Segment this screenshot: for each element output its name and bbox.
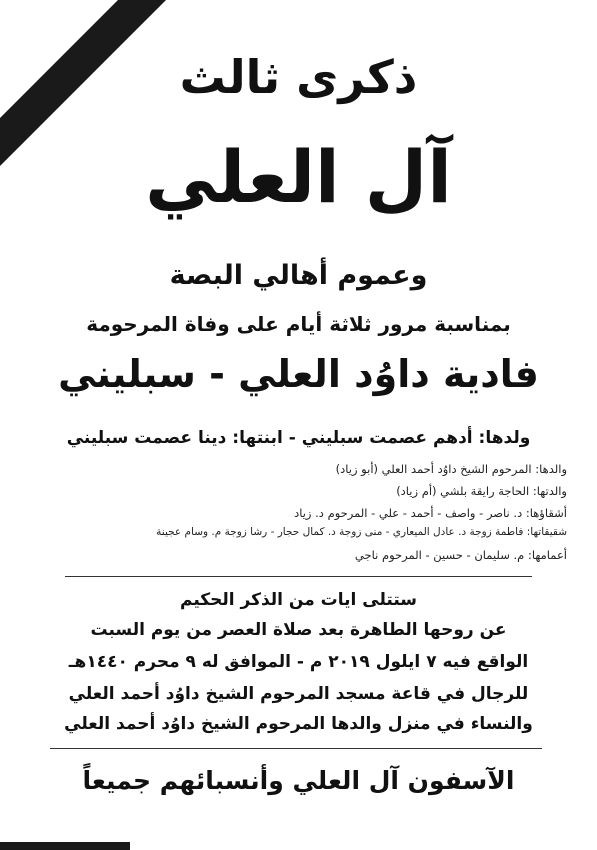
mourners-signature: الآسفون آل العلي وأنسبائهم جميعاً bbox=[82, 766, 515, 795]
ceremony-line-1: ستتلى ايات من الذكر الحكيم bbox=[179, 590, 418, 610]
deceased-name: فادية داوُد العلي - سبليني bbox=[58, 352, 539, 396]
sisters-line: شقيقاتها: فاطمة زوجة د. عادل الميعاري - منى زوجة د. كمال حجار - رشا زوجة م. وسام عجينة bbox=[156, 526, 567, 538]
divider-bottom bbox=[50, 748, 542, 749]
mother-line: والدتها: الحاجة رايقة بلشي (أم زياد) bbox=[396, 484, 567, 498]
village-line: وعموم أهالي البصة bbox=[169, 260, 428, 291]
notice-title: ذكرى ثالث bbox=[179, 50, 418, 104]
father-line: والدها: المرحوم الشيخ داوُد أحمد العلي (أبو زياد) bbox=[335, 462, 567, 476]
ceremony-women-location: والنساء في منزل والدها المرحوم الشيخ داوُد أحمد العلي bbox=[64, 714, 533, 734]
children-line: ولدها: أدهم عصمت سبليني - ابنتها: دينا عصمت سبليني bbox=[66, 428, 531, 448]
family-name: آل العلي bbox=[145, 135, 452, 219]
ceremony-line-2: عن روحها الطاهرة بعد صلاة العصر من يوم السبت bbox=[90, 620, 507, 640]
occasion-line: بمناسبة مرور ثلاثة أيام على وفاة المرحومة bbox=[86, 312, 511, 336]
uncles-line: أعمامها: م. سليمان - حسين - المرحوم ناجي bbox=[354, 548, 567, 562]
ceremony-men-location: للرجال في قاعة مسجد المرحوم الشيخ داوُد أحمد العلي bbox=[68, 684, 529, 704]
divider-top bbox=[65, 576, 532, 577]
bottom-bar bbox=[0, 842, 130, 850]
brothers-line: أشقاؤها: د. ناصر - واصف - أحمد - علي - المرحوم د. زياد bbox=[294, 506, 567, 520]
ceremony-date: الواقع فيه ٧ ايلول ٢٠١٩ م - الموافق له ٩ محرم ١٤٤٠هـ bbox=[68, 652, 529, 672]
